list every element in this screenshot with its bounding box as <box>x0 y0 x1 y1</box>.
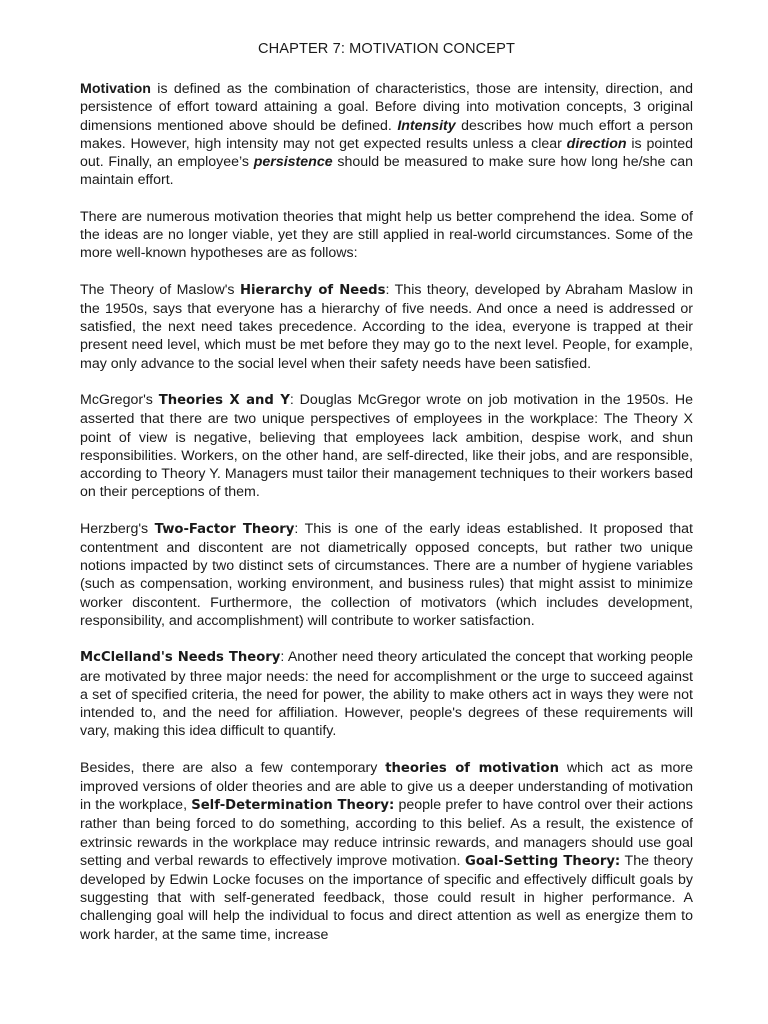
paragraph-theories-intro: There are numerous motivation theories that might help us better comprehend the idea. Some of the ideas are no longer viable, yet they are still applied in real-world circumstances. Some of the more well-known hypotheses are as follows: <box>80 208 693 262</box>
term-two-factor-theory: Two-Factor Theory <box>154 521 295 537</box>
term-intensity: Intensity <box>397 117 456 134</box>
paragraph-mcgregor <box>80 391 693 501</box>
text: : This theory, developed by Abraham Maslow in the 1950s, says that everyone has a hierarchy of five needs. And once a need is addressed or satisfied, the next need takes precedence. According to the idea, everyone is trapped at their present need level, which must be met before they may go to the next level. People, for example, may only advance to the social level when their safety needs have been satisfied. <box>80 281 693 372</box>
term-theories-of-motivation: theories of motivation <box>385 760 559 776</box>
term-self-determination-theory: Self-Determination Theory: <box>191 798 395 814</box>
text: : This is one of the early ideas established. It proposed that contentment and discontent are not diametrically opposed concepts, but rather two unique notions impacted by two distinct sets of circumstances. There are a number of hygiene variables (such as compensation, working environment, and business rules) that might assist to minimize worker discontent. Furthermore, the collection of motivators (which includes development, responsibility, and accomplishment) will contribute to worker satisfaction. <box>80 520 693 629</box>
term-mcclelland-needs-theory: McClelland's Needs Theory <box>80 650 281 666</box>
text: should be measured to make sure how long he/she can maintain effort. <box>80 154 693 189</box>
term-goal-setting-theory: Goal-Setting Theory: <box>465 853 621 869</box>
text: which act as more improved versions of older theories and are able to give us a deeper understanding of motivation in the workplace, <box>80 759 694 814</box>
term-motivation: Motivation <box>80 81 151 98</box>
term-direction: direction <box>566 135 627 152</box>
text: Herzberg's <box>80 520 155 537</box>
text: McGregor's <box>80 392 159 409</box>
paragraph-mcclelland <box>80 648 693 740</box>
term-theories-x-y: Theories X and Y <box>158 393 290 409</box>
text: Besides, there are also a few contemporary <box>80 759 386 776</box>
paragraph-motivation-definition <box>80 80 693 189</box>
text: describes how much effort a person makes. However, high intensity may not get expected results unless a clear <box>80 117 693 152</box>
text: is defined as the combination of characteristics, those are intensity, direction, and persistence of effort toward attaining a goal. Before diving into motivation concepts, 3 original dimensions mentioned above should be defined. <box>80 81 693 134</box>
text: people prefer to have control over their actions rather than being forced to do something, according to this belief. As a result, the existence of extrinsic rewards in the workplace may reduce intrinsic rewards, and managers should use goal setting and verbal rewards to effectively improve motivation. <box>80 797 694 869</box>
term-hierarchy-of-needs: Hierarchy of Needs <box>239 282 386 298</box>
document-page <box>80 40 693 962</box>
paragraph-contemporary-theories <box>80 759 693 944</box>
term-persistence: persistence <box>253 154 333 171</box>
text: The theory developed by Edwin Locke focuses on the importance of specific and effectively difficult goals by suggesting that with self-generated feedback, those could result in higher performance. A challenging goal will help the individual to focus and direct attention as well as energize them to work harder, at the same time, increase <box>80 852 694 943</box>
text: is pointed out. Finally, an employee’s <box>80 135 693 171</box>
chapter-title: CHAPTER 7: MOTIVATION CONCEPT <box>258 41 515 57</box>
text: : Another need theory articulated the concept that working people are motivated by three major needs: the need for accomplishment or the urge to succeed against a set of specified criteria, the need for power, the ability to make others act in ways they were not intended to, and the need for affiliation. However, people's degrees of these requirements will vary, making this idea difficult to quantify. <box>80 649 693 740</box>
paragraph-herzberg <box>80 520 693 630</box>
paragraph-maslow <box>80 281 693 373</box>
text: : Douglas McGregor wrote on job motivation in the 1950s. He asserted that there are two unique perspectives of employees in the workplace: The Theory X point of view is negative, believing that employees lack ambition, despise work, and shun responsibilities. Workers, on the other hand, are self-directed, like their jobs, and are responsible, according to Theory Y. Managers must tailor their management techniques to their workers based on their perceptions of them. <box>80 392 694 501</box>
text: The Theory of Maslow's <box>80 281 240 298</box>
